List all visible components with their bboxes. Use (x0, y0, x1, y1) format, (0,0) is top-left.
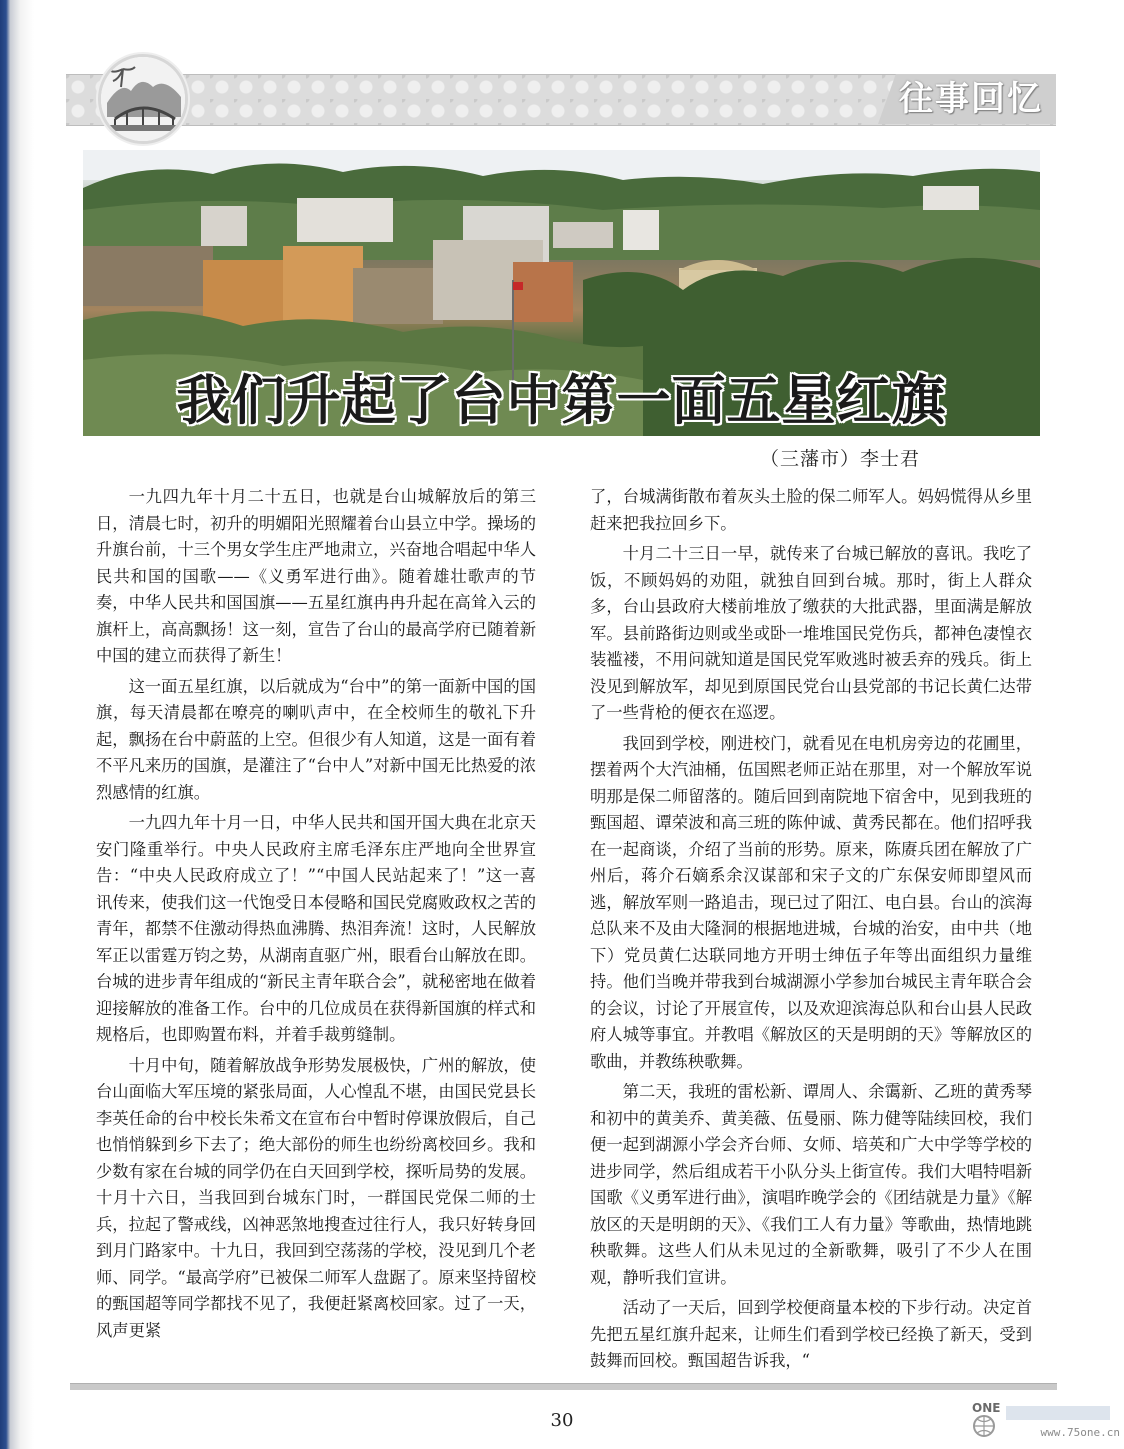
watermark-site-url: www.75one.cn (1040, 1426, 1120, 1439)
article-byline: （三藩市）李士君 (760, 448, 921, 470)
paragraph: 第二天，我班的雷松新、谭周人、余霭新、乙班的黄秀琴和初中的黄美乔、黄美薇、伍曼丽、陈力健等陆续回校，我们便一起到湖源小学会齐台师、女师、培英和广大中学等学校的进步同学，然后组成若干小队分头上街宣传。我们大唱特唱新国歌《义勇军进行曲》，演唱昨晚学会的《团结就是力量》《解放区的天是明朗的天》、《我们工人有力量》等歌曲，热情地跳秧歌舞。这些人们从未见过的全新歌舞，吸引了不少人在围观，静听我们宣讲。 (590, 1082, 1032, 1287)
article-column-left (96, 484, 536, 1374)
paragraph-continued: 了，台城满街散布着灰头土脸的保二师军人。妈妈慌得从乡里赶来把我拉回乡下。 (590, 487, 1032, 533)
paragraph: 十月中旬，随着解放战争形势发展极快，广州的解放，使台山面临大军压境的紧张局面，人心惶乱不堪，由国民党县长李英任命的台中校长朱希文在宣布台中暂时停课放假后，自己也悄悄躲到乡下去了；绝大部份的师生也纷纷离校回乡。我和少数有家在台城的同学仍在白天回到学校，探听局势的发展。十月十六日，当我回到台城东门时，一群国民党保二师的士兵，拉起了警戒线，凶神恶煞地搜查过往行人，我只好转身回到月门路家中。十九日，我回到空荡荡的学校，没见到几个老师、同学。“最高学府”已被保二师军人盘踞了。原来坚持留校的甄国超等同学都找不见了，我便赶紧离校回家。过了一天，风声更紧 (96, 1055, 536, 1340)
watermark-logo-text: ONE (972, 1401, 1001, 1415)
paragraph: 一九四九年十月二十五日，也就是台山城解放后的第三日，清晨七时，初升的明媚阳光照耀着台山县立中学。操场的升旗台前，十三个男女学生庄严地肃立，兴奋地合唱起中华人民共和国的国歌——《义勇军进行曲》。随着雄壮歌声的节奏，中华人民共和国国旗——五星红旗冉冉升起在高耸入云的旗杆上，高高飘扬！这一刻，宣告了台山的最高学府已随着新中国的建立而获得了新生！ (96, 487, 536, 665)
paragraph: 活动了一天后，回到学校便商量本校的下步行动。决定首先把五星红旗升起来，让师生们看到学校已经换了新天，受到鼓舞而回校。甄国超告诉我，“ (590, 1298, 1032, 1370)
bridge-landscape-icon (101, 57, 185, 141)
section-emblem (98, 54, 188, 144)
paragraph: 这一面五星红旗，以后就成为“台中”的第一面新中国的国旗，每天清晨都在嘹亮的喇叭声中，在全校师生的敬礼下升起，飘扬在台中蔚蓝的上空。但很少有人知道，这是一面有着不平凡来历的国旗，是灌注了“台中人”对新中国无比热爱的浓烈感情的红旗。 (96, 676, 536, 802)
footer-rule (70, 1383, 1057, 1390)
magazine-spine (0, 0, 34, 1449)
paragraph: 一九四九年十月一日，中华人民共和国开国大典在北京天安门隆重举行。中央人民政府主席毛泽东庄严地向全世界宣告：“中央人民政府成立了！”“中国人民站起来了！”这一喜讯传来，使我们这一代饱受日本侵略和国民党腐败政权之苦的青年，都禁不住激动得热血沸腾、热泪奔流！这时，人民解放军正以雷霆万钧之势，从湖南直驱广州，眼看台山解放在即。台城的进步青年组成的“新民主青年联合会”，就秘密地在做着迎接解放的准备工作。台中的几位成员在获得新国旗的样式和规格后，也即购置布料，并着手裁剪缝制。 (96, 813, 536, 1044)
article-title: 我们升起了台中第一面五星红旗 (176, 369, 947, 432)
paragraph: 我回到学校，刚进校门，就看见在电机房旁边的花圃里，摆着两个大汽油桶，伍国熙老师正站在那里，对一个解放军说明那是保二师留落的。随后回到南院地下宿舍中，见到我班的甄国超、谭荣波和高三班的陈仲诚、黄秀民都在。他们招呼我在一起商谈，介绍了当前的形势。原来，陈赓兵团在解放了广州后，蒋介石嫡系余汉谋部和宋子文的广东保安师即望风而逃，解放军则一路追击，现已过了阳江、电白县。台山的滨海总队来不及由大隆洞的根据地进城，台城的治安，由中共（地下）党员黄仁达联同地方开明士绅伍子年等出面组织力量维持。他们当晚并带我到台城湖源小学参加台城民主青年联合会的会议，讨论了开展宣传，以及欢迎滨海总队和台山县人民政府人城等事宜。并教唱《解放区的天是明朗的天》等解放区的歌曲，并教练秧歌舞。 (590, 733, 1032, 1071)
paragraph: 十月二十三日一早，就传来了台城已解放的喜讯。我吃了饭，不顾妈妈的劝阻，就独自回到台城。那时，街上人群众多，台山县政府大楼前堆放了缴获的大批武器，里面满是解放军。县前路街边则或坐或卧一堆堆国民党伤兵，都神色凄惶衣装褴褛，不用问就知道是国民党军败逃时被丢弃的残兵。街上没见到解放军，却见到原国民党台山县党部的书记长黄仁达带了一些背枪的便衣在巡逻。 (590, 544, 1032, 722)
section-label: 往事回忆 (899, 79, 1043, 119)
article-column-right (590, 484, 1032, 1374)
page-number: 30 (550, 1410, 574, 1431)
